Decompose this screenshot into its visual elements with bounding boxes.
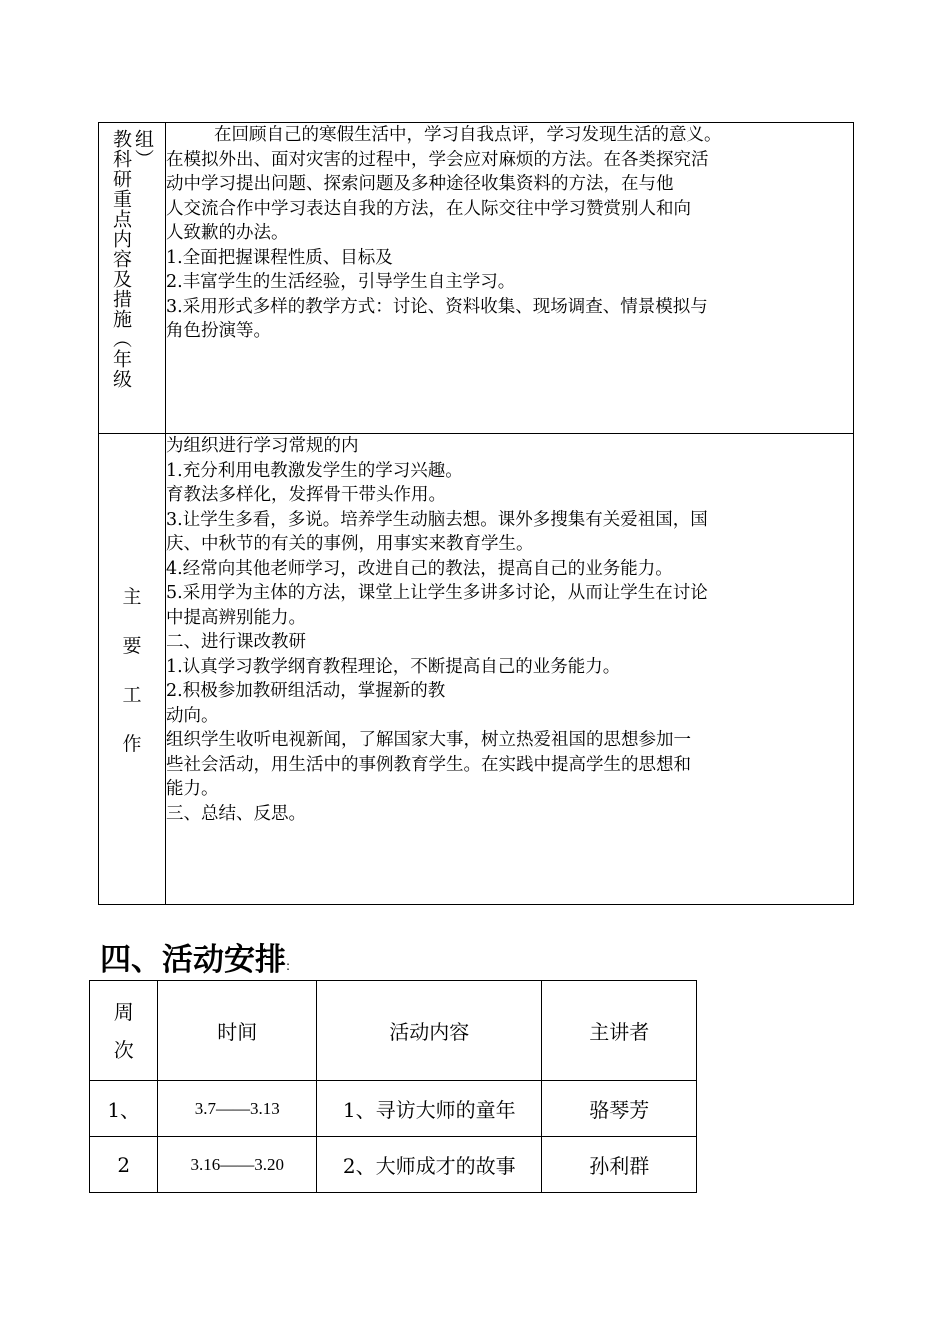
cell-time: 3.16——3.20 [158, 1137, 317, 1193]
text-line: 育教法多样化，发挥骨干带头作用。 [166, 485, 446, 505]
research-label-col1: 教科研重点内容及措施（年级 [110, 129, 132, 389]
research-content-cell [166, 123, 854, 434]
header-week-line1: 周 [113, 999, 134, 1024]
text-line: 角色扮演等。 [166, 321, 271, 341]
activity-table [89, 980, 697, 1193]
label-char: 工 [122, 684, 142, 706]
text-line: 人交流合作中学习表达自我的方法，在人际交往中学习赞赏别人和向 [166, 198, 691, 219]
section-title: 四、活动安排 [100, 942, 286, 978]
main-work-content-cell [166, 434, 854, 905]
header-time: 时间 [158, 981, 317, 1081]
header-leader: 主讲者 [542, 981, 697, 1081]
text-line: 中提高辨别能力。 [166, 607, 306, 628]
cell-leader: 骆琴芳 [542, 1081, 697, 1137]
text-line: 三、总结、反思。 [166, 803, 306, 824]
label-char: 要 [122, 635, 142, 657]
text-line: 动中学习提出问题、探索问题及多种途径收集资料的方法，在与他 [166, 174, 674, 194]
research-label-col2: 组） [132, 129, 154, 169]
cell-content: 2、大师成才的故事 [317, 1137, 542, 1193]
text-line: 2.积极参加教研组活动，掌握新的教 [166, 681, 446, 701]
text-line: 3.让学生多看，多说。培养学生动脑去想。课外多搜集有关爱祖国，国 [166, 509, 708, 530]
text-line: 动向。 [166, 705, 219, 726]
text-line: 1.充分利用电教激发学生的学习兴趣。 [166, 460, 463, 481]
text-line: 2.丰富学生的生活经验，引导学生自主学习。 [166, 272, 516, 292]
text-line: 在回顾自己的寒假生活中，学习自我点评，学习发现生活的意义。 [214, 125, 722, 145]
main-work-row [99, 434, 854, 905]
text-line: 4.经常向其他老师学习，改进自己的教法，提高自己的业务能力。 [166, 558, 673, 579]
text-line: 人致歉的办法。 [166, 223, 289, 243]
text-line: 二、进行课改教研 [166, 632, 306, 652]
header-content: 活动内容 [317, 981, 542, 1081]
text-line: 庆、中秋节的有关的事例，用事实来教育学生。 [166, 534, 534, 554]
header-week-line2: 次 [113, 1037, 134, 1062]
section-heading [100, 934, 290, 979]
table-header-row [90, 981, 697, 1081]
text-line: 能力。 [166, 779, 219, 799]
text-line: 组织学生收听电视新闻，了解国家大事，树立热爱祖国的思想参加一 [166, 730, 691, 750]
text-line: 3.采用形式多样的教学方式：讨论、资料收集、现场调查、情景模拟与 [166, 296, 708, 317]
table-row [90, 1081, 697, 1137]
research-row [99, 123, 854, 434]
cell-week: 2 [90, 1137, 158, 1193]
plan-table [98, 122, 854, 905]
cell-leader: 孙利群 [542, 1137, 697, 1193]
text-line: 为组织进行学习常规的内 [166, 436, 359, 456]
text-line: 1.全面把握课程性质、目标及 [166, 247, 393, 268]
label-char: 主 [122, 586, 142, 608]
text-line: 在模拟外出、面对灾害的过程中，学会应对麻烦的方法。在各类探究活 [166, 149, 709, 170]
cell-content: 1、寻访大师的童年 [317, 1081, 542, 1137]
text-line: 1.认真学习教学纲育教程理论，不断提高自己的业务能力。 [166, 656, 621, 677]
text-line: 些社会活动，用生活中的事例教育学生。在实践中提高学生的思想和 [166, 754, 691, 775]
cell-week: 1、 [90, 1081, 158, 1137]
table-row [90, 1137, 697, 1193]
cell-time: 3.7——3.13 [158, 1081, 317, 1137]
section-colon: : [286, 959, 291, 973]
header-week [90, 981, 158, 1081]
text-line: 5.采用学为主体的方法，课堂上让学生多讲多讨论，从而让学生在讨论 [166, 583, 708, 603]
label-char: 作 [122, 733, 142, 755]
main-work-label-cell [99, 434, 166, 905]
research-label-cell [99, 123, 166, 434]
